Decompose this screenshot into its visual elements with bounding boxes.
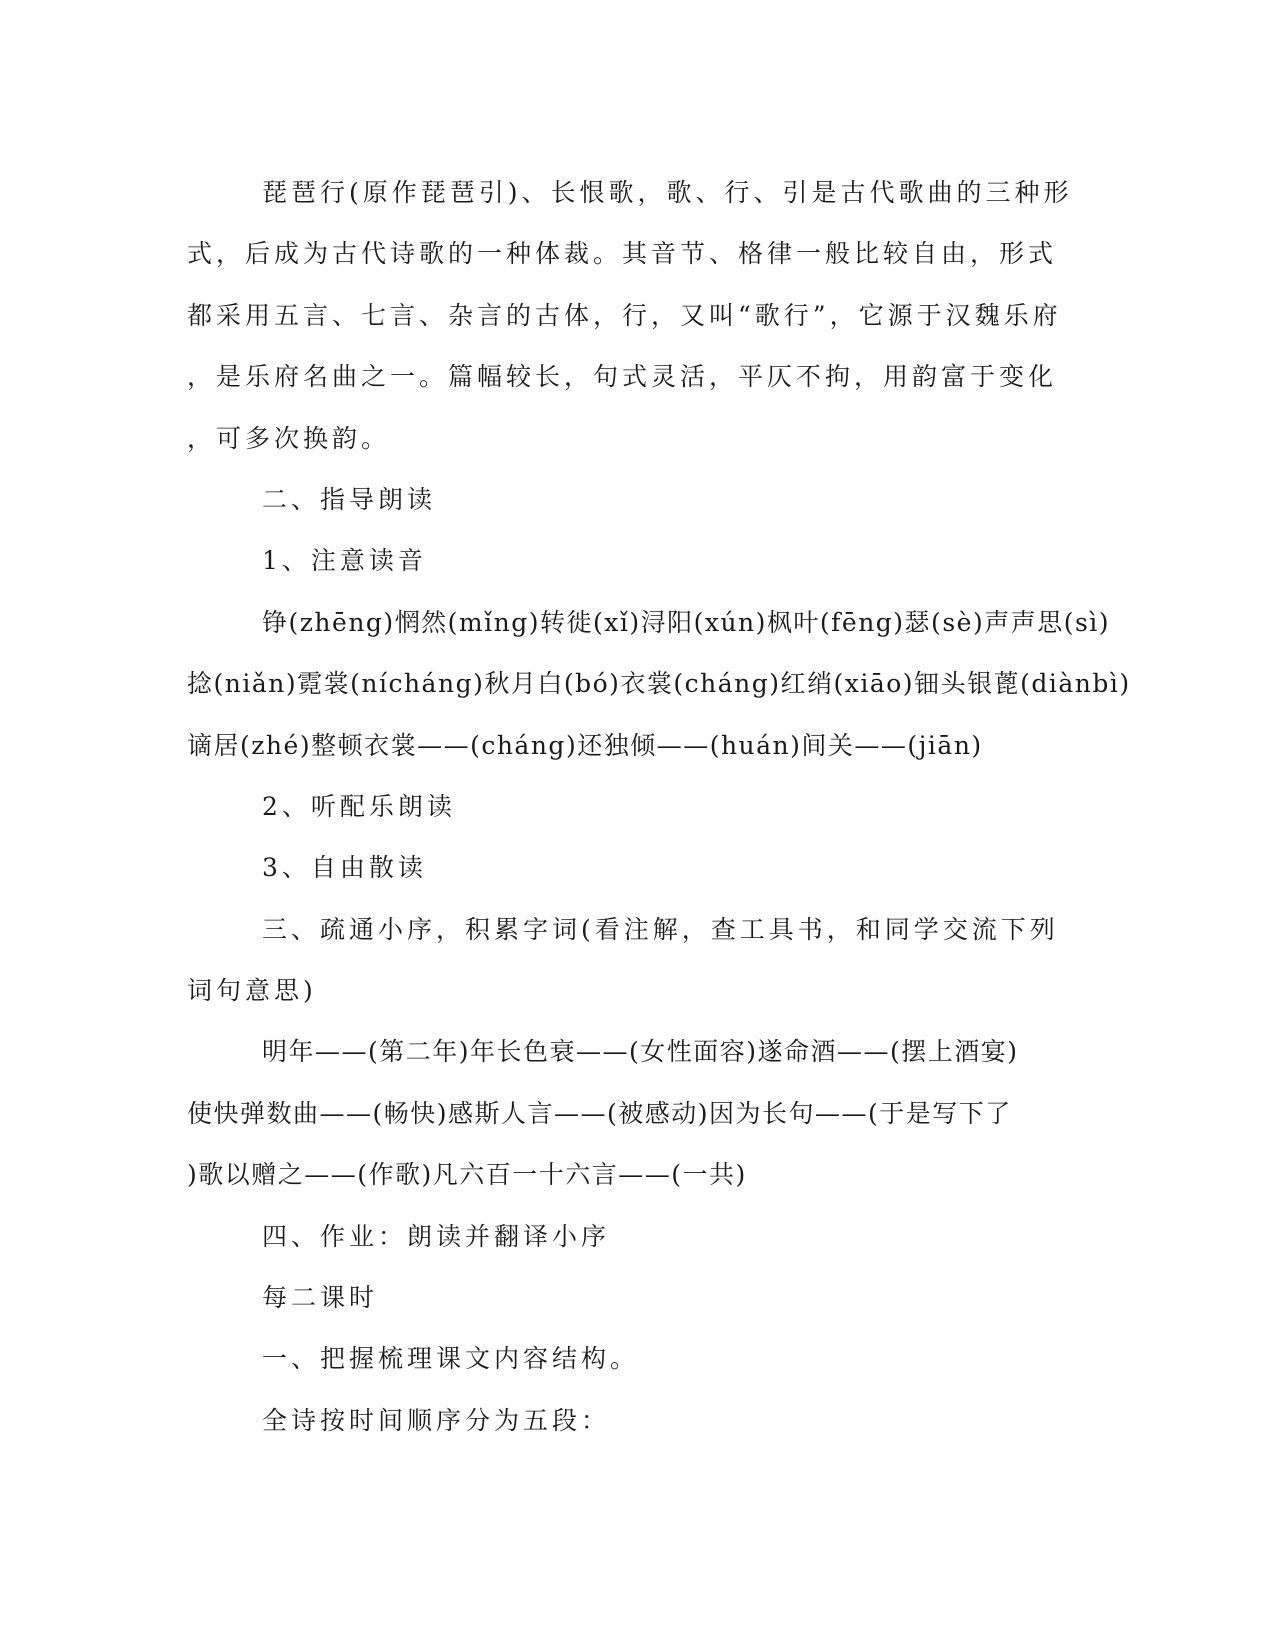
paragraph-line: 琵琶行(原作琵琶引)、长恨歌，歌、行、引是古代歌曲的三种形 <box>262 178 1073 207</box>
pronunciation-line: 捻(niǎn)霓裳(nícháng)秋月白(bó)衣裳(cháng)红绡(xiāo)钿头银蓖(diànbì) <box>187 669 1131 699</box>
section-heading: 二、指导朗读 <box>262 484 437 514</box>
paragraph-line: 式，后成为古代诗歌的一种体裁。其音节、格律一般比较自由，形式 <box>187 239 1058 269</box>
paragraph-line: 都采用五言、七言、杂言的古体，行，又叫“歌行”，它源于汉魏乐府 <box>187 300 1062 330</box>
section-heading: 三、疏通小序，积累字词(看注解，查工具书，和同学交流下列 <box>262 914 1059 944</box>
lesson-heading: 每二课时 <box>262 1283 379 1313</box>
vocabulary-line: 明年——(第二年)年长色衰——(女性面容)遂命酒——(摆上酒宴) <box>262 1037 1019 1067</box>
pronunciation-line: 铮(zhēng)惘然(mǐng)转徙(xǐ)浔阳(xún)枫叶(fēng)瑟(sè)声声思(sì) <box>262 607 1111 637</box>
paragraph-line: 词句意思) <box>187 976 317 1006</box>
vocabulary-line: )歌以赠之——(作歌)凡六百一十六言——(一共) <box>187 1160 747 1190</box>
document-body <box>187 162 1131 1451</box>
subsection-heading: 1、注意读音 <box>262 546 427 576</box>
pronunciation-line: 谪居(zhé)整顿衣裳——(cháng)还独倾——(huán)间关——(jiān) <box>187 730 983 760</box>
subsection-heading: 2、听配乐朗读 <box>262 791 456 821</box>
vocabulary-line: 使快弹数曲——(畅快)感斯人言——(被感动)因为长句——(于是写下了 <box>187 1098 1012 1128</box>
subsection-heading: 3、自由散读 <box>262 853 427 883</box>
paragraph-line: ，是乐府名曲之一。篇幅较长，句式灵活，平仄不拘，用韵富于变化 <box>187 362 1058 392</box>
paragraph-line: 全诗按时间顺序分为五段： <box>262 1405 611 1435</box>
paragraph-line: ，可多次换韵。 <box>187 423 391 453</box>
section-heading: 一、把握梳理课文内容结构。 <box>262 1344 640 1374</box>
section-heading: 四、作业：朗读并翻译小序 <box>262 1221 611 1251</box>
